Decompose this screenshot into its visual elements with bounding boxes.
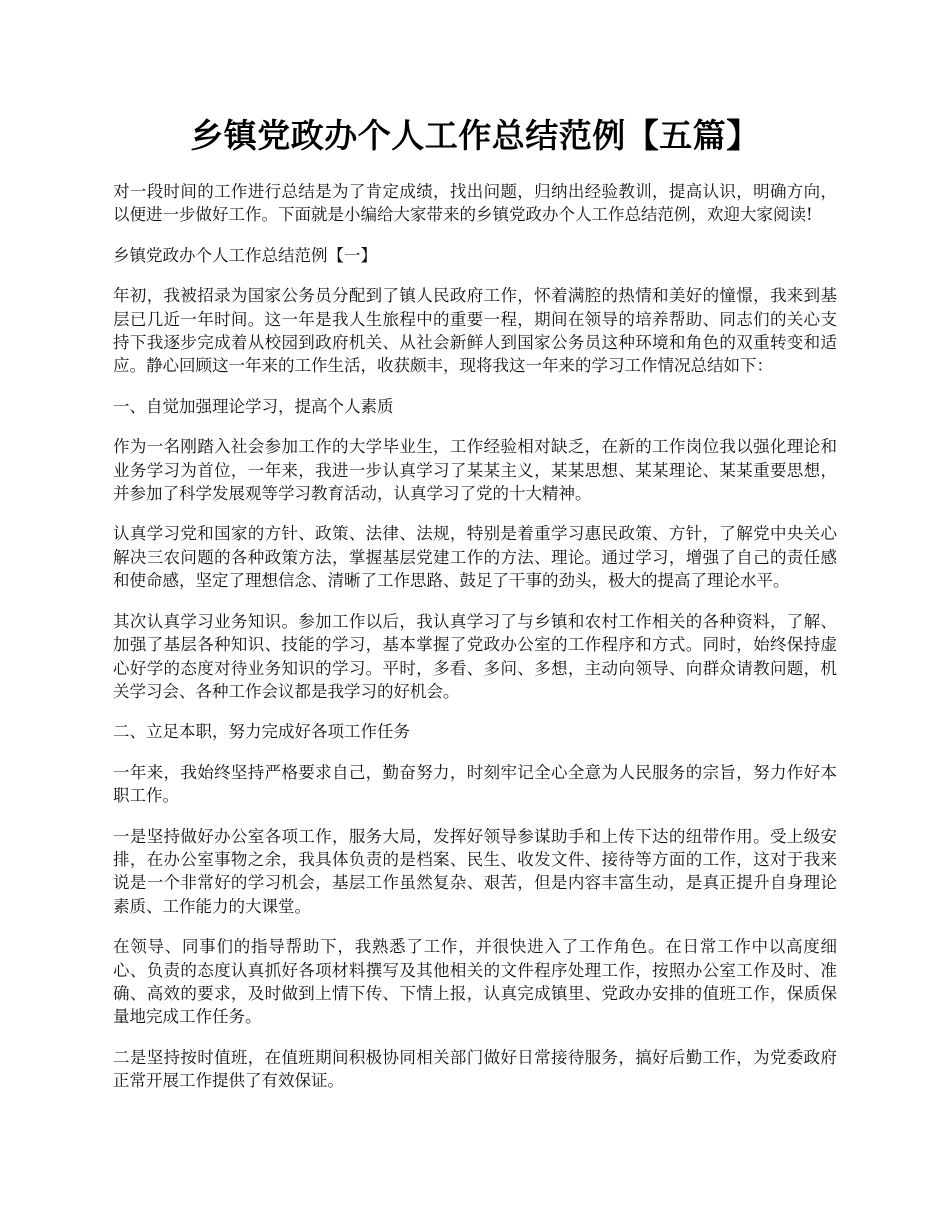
document-body: [113, 180, 837, 1093]
section-heading: 一、自觉加强理论学习，提高个人素质: [113, 396, 394, 416]
paragraph: 认真学习党和国家的方针、政策、法律、法规，特别是着重学习惠民政策、方针，了解党中央关心解决三农问题的各种政策方法，掌握基层党建工作的方法、理论。通过学习，增强了自己的责任感和使命感，坚定了理想信念、清晰了工作思路、鼓足了干事的劲头，极大的提高了理论水平。: [113, 524, 837, 591]
paragraph: 年初，我被招录为国家公务员分配到了镇人民政府工作，怀着满腔的热情和美好的憧憬，我来到基层已几近一年时间。这一年是我人生旅程中的重要一程，期间在领导的培养帮助、同志们的关心支持下我逐步完成着从校园到政府机关、从社会新鲜人到国家公务员这种环境和角色的双重转变和适应。静心回顾这一年来的工作生活，收获颇丰，现将我这一年来的学习工作情况总结如下：: [113, 286, 837, 376]
paragraph: 在领导、同事们的指导帮助下，我熟悉了工作，并很快进入了工作角色。在日常工作中以高度细心、负责的态度认真抓好各项材料撰写及其他相关的文件程序处理工作，按照办公室工作及时、准确、高效的要求，及时做到上情下传、下情上报，认真完成镇里、党政办安排的值班工作，保质保量地完成工作任务。: [113, 937, 837, 1027]
section-title: 乡镇党政办个人工作总结范例【一】: [113, 245, 377, 265]
paragraph: 一年来，我始终坚持严格要求自己，勤奋努力，时刻牢记全心全意为人民服务的宗旨，努力作好本职工作。: [113, 762, 837, 806]
section-heading: 二、立足本职，努力完成好各项工作任务: [113, 722, 410, 742]
paragraph: 作为一名刚踏入社会参加工作的大学毕业生，工作经验相对缺乏，在新的工作岗位我以强化理论和业务学习为首位，一年来，我进一步认真学习了某某主义，某某思想、某某理论、某某重要思想，并参加了科学发展观等学习教育活动，认真学习了党的十大精神。: [113, 437, 837, 504]
document-title: 乡镇党政办个人工作总结范例【五篇】: [190, 116, 760, 155]
paragraph: 一是坚持做好办公室各项工作，服务大局，发挥好领导参谋助手和上传下达的纽带作用。受上级安排，在办公室事物之余，我具体负责的是档案、民生、收发文件、接待等方面的工作，这对于我来说是一个非常好的学习机会，基层工作虽然复杂、艰苦，但是内容丰富生动，是真正提升自身理论素质、工作能力的大课堂。: [113, 826, 837, 916]
intro-paragraph: 对一段时间的工作进行总结是为了肯定成绩，找出问题，归纳出经验教训，提高认识，明确方向，以便进一步做好工作。下面就是小编给大家带来的乡镇党政办个人工作总结范例，欢迎大家阅读!: [113, 182, 837, 225]
paragraph: 其次认真学习业务知识。参加工作以后，我认真学习了与乡镇和农村工作相关的各种资料，了解、加强了基层各种知识、技能的学习，基本掌握了党政办公室的工作程序和方式。同时，始终保持虚心好学的态度对待业务知识的学习。平时，多看、多问、多想，主动向领导、向群众请教问题，机关学习会、各种工作会议都是我学习的好机会。: [113, 611, 837, 701]
paragraph: 二是坚持按时值班，在值班期间积极协同相关部门做好日常接待服务，搞好后勤工作，为党委政府正常开展工作提供了有效保证。: [113, 1047, 837, 1091]
